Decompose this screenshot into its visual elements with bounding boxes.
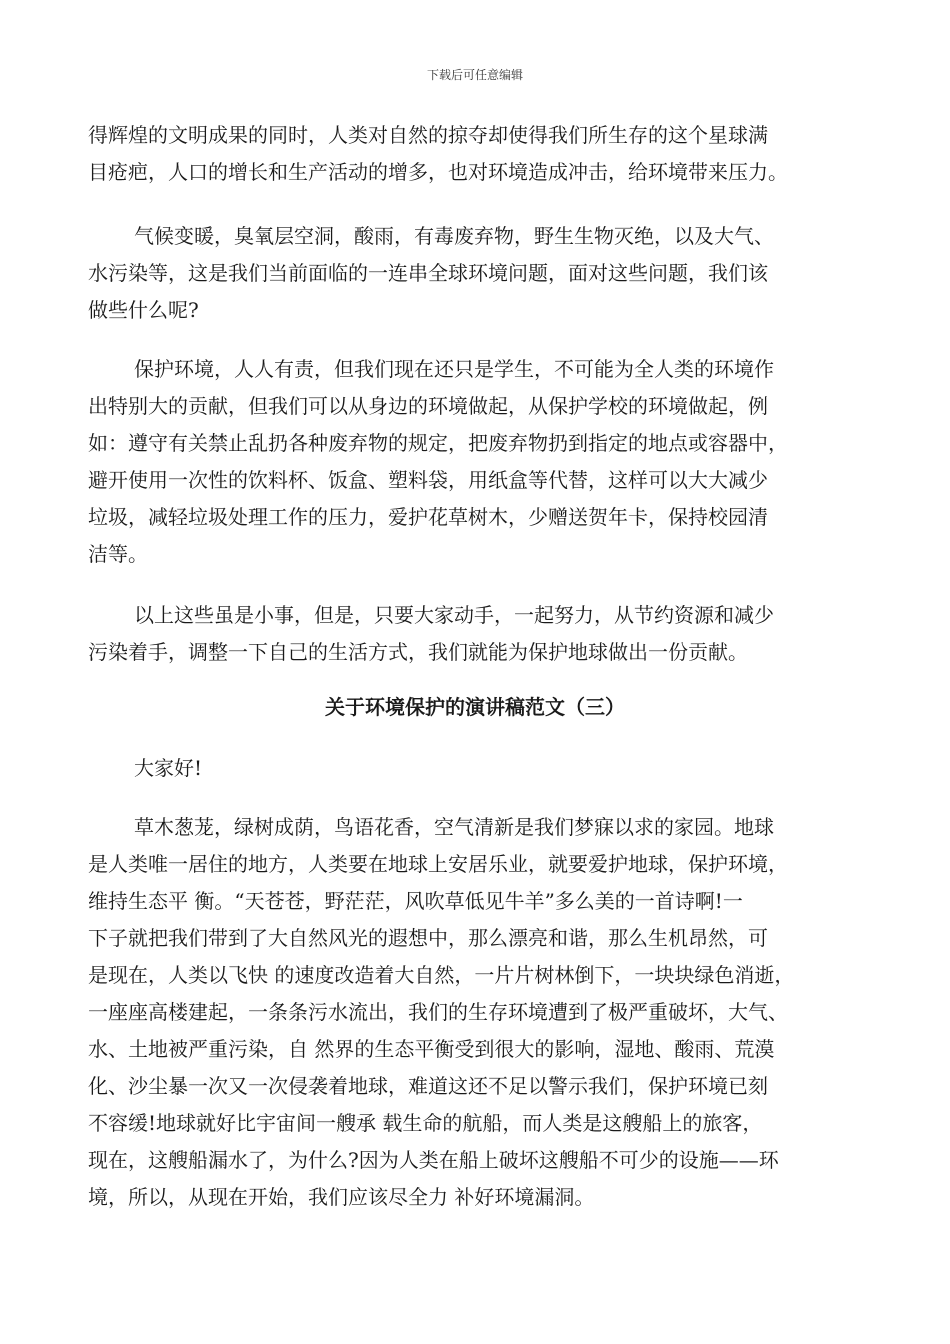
text-line: 污染着手，调整一下自己的生活方式，我们就能为保护地球做出一份贡献。 [88, 640, 748, 664]
text-line: 垃圾，减轻垃圾处理工作的压力，爱护花草树木，少赠送贺年卡，保持校园清 [88, 505, 768, 529]
text-line: 现在，这艘船漏水了，为什么?因为人类在船上破坏这艘船不可少的设施——环 [88, 1148, 779, 1172]
text-line: 不容缓!地球就好比宇宙间一艘承 载生命的航船，而人类是这艘船上的旅客， [88, 1111, 763, 1135]
text-line: 水污染等，这是我们当前面临的一连串全球环境问题，面对这些问题，我们该 [88, 261, 768, 285]
text-line: 一座座高楼建起，一条条污水流出，我们的生存环境遭到了极严重破坏，大气、 [88, 1000, 788, 1024]
section-heading: 关于环境保护的演讲稿范文（三） [325, 695, 625, 719]
text-line: 做些什么呢? [88, 298, 199, 322]
paragraph-start-line: 草木葱茏，绿树成荫，鸟语花香，空气清新是我们梦寐以求的家园。地球 [134, 815, 774, 839]
text-line: 出特别大的贡献，但我们可以从身边的环境做起，从保护学校的环境做起，例 [88, 394, 768, 418]
text-line: 得辉煌的文明成果的同时，人类对自然的掠夺却使得我们所生存的这个星球满 [88, 123, 768, 147]
text-line: 下子就把我们带到了大自然风光的遐想中，那么漂亮和谐，那么生机昂然，可 [88, 926, 768, 950]
text-line: 洁等。 [88, 542, 148, 566]
text-line: 如：遵守有关禁止乱扔各种废弃物的规定，把废弃物扔到指定的地点或容器中， [88, 431, 788, 455]
text-line: 目疮疤，人口的增长和生产活动的增多，也对环境造成冲击，给环境带来压力。 [88, 160, 788, 184]
text-line: 避开使用一次性的饮料杯、饭盒、塑料袋，用纸盒等代替，这样可以大大减少 [88, 468, 768, 492]
text-line: 水、土地被严重污染，自 然界的生态平衡受到很大的影响，湿地、酸雨、荒漠 [88, 1037, 775, 1061]
text-line: 境，所以，从现在开始，我们应该尽全力 补好环境漏洞。 [88, 1185, 595, 1209]
paragraph-start-line: 气候变暖，臭氧层空洞，酸雨，有毒废弃物，野生生物灭绝，以及大气、 [134, 224, 774, 248]
text-line: 化、沙尘暴一次又一次侵袭着地球，难道这还不足以警示我们，保护环境已刻 [88, 1074, 768, 1098]
text-line: 是人类唯一居住的地方，人类要在地球上安居乐业，就要爱护地球，保护环境， [88, 852, 788, 876]
greeting-line: 大家好! [134, 756, 203, 780]
text-line: 是现在，人类以飞快 的速度改造着大自然，一片片树林倒下，一块块绿色消逝， [88, 963, 795, 987]
paragraph-start-line: 以上这些虽是小事，但是，只要大家动手，一起努力，从节约资源和减少 [134, 603, 774, 627]
paragraph-start-line: 保护环境，人人有责，但我们现在还只是学生，不可能为全人类的环境作 [134, 357, 774, 381]
page-header: 下载后可任意编辑 [426, 68, 523, 82]
text-line: 维持生态平 衡。“天苍苍，野茫茫，风吹草低见牛羊”多么美的一首诗啊!一 [88, 889, 743, 913]
